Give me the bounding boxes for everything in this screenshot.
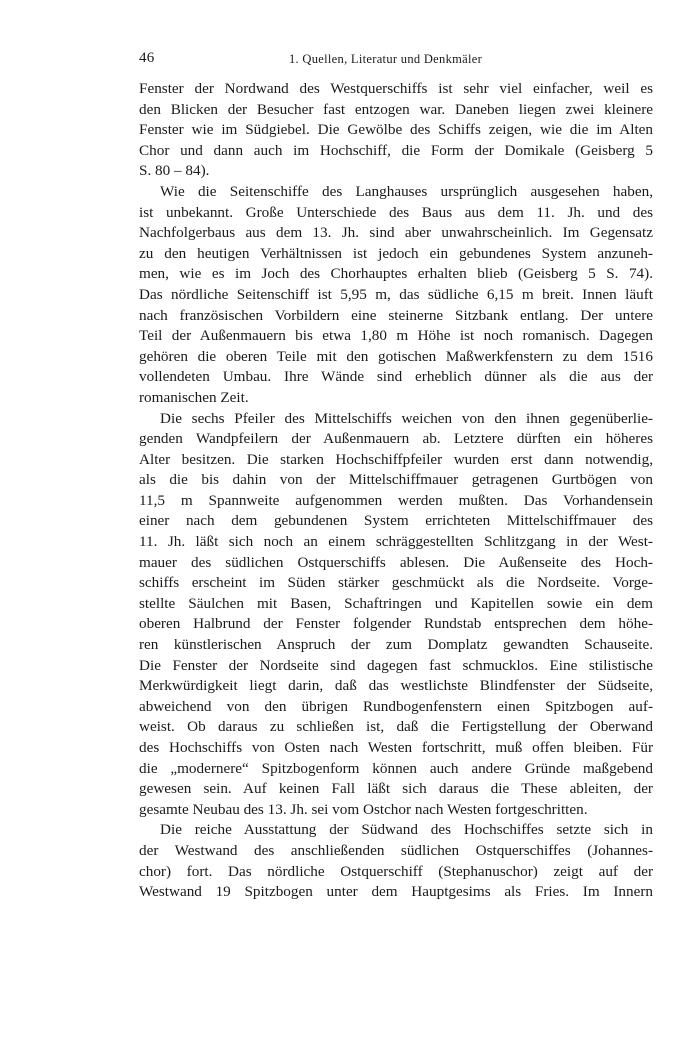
text-line: Fenster wie im Südgiebel. Die Gewölbe des Schiffs zeigen, wie die im Alten [139, 121, 653, 139]
text-line: genden Wandpfeilern der Außenmauern ab. Letztere dürften ein höheres [139, 430, 653, 448]
text-line: Merkwürdigkeit liegt darin, daß das westlichste Blindfenster der Südseite, [139, 677, 653, 695]
text-line: schiffs erscheint im Süden stärker geschmückt als die Nordseite. Vorge- [139, 574, 653, 592]
text-line: Westwand 19 Spitzbogen unter dem Hauptgesims als Fries. Im Innern [139, 883, 653, 901]
text-line: oberen Halbrund der Fenster folgender Rundstab entsprechen dem höhe- [139, 615, 653, 633]
body-text [139, 79, 653, 903]
text-line: Wie die Seitenschiffe des Langhauses ursprünglich ausgesehen haben, [160, 182, 653, 200]
text-line: gehören die oberen Teile mit den gotischen Maßwerkfenstern zu dem 1516 [139, 347, 653, 365]
text-line: die „modernere“ Spitzbogenform können auch andere Gründe maßgebend [139, 759, 653, 777]
text-line: zu den heutigen Verhältnissen ist jedoch ein gebundenes System anzuneh- [139, 244, 653, 262]
text-line: Die reiche Ausstattung der Südwand des Hochschiffes setzte sich in [160, 821, 653, 839]
text-line: mauer des südlichen Ostquerschiffs ablesen. Die Außenseite des Hoch- [139, 553, 653, 571]
text-line: Das nördliche Seitenschiff ist 5,95 m, das südliche 6,15 m breit. Innen läuft [139, 285, 653, 303]
running-head: 1. Quellen, Literatur und Denkmäler [289, 52, 483, 66]
paragraph [139, 820, 653, 902]
text-line: 11. Jh. läßt sich noch an einem schräggestellten Schlitzgang in der West- [139, 533, 653, 551]
text-line: S. 80 – 84). [139, 162, 210, 180]
text-line: des Hochschiffs von Osten nach Westen fortschritt, muß offen bleiben. Für [139, 739, 653, 756]
text-line: gewesen sein. Auf keinen Fall läßt sich daraus die These ableiten, der [139, 780, 653, 798]
text-line: gesamte Neubau des 13. Jh. sei vom Ostchor nach Westen fortgeschritten. [139, 800, 588, 818]
text-line: vollendeten Umbau. Ihre Wände sind erheblich dünner als die aus der [139, 368, 653, 386]
paragraph [139, 409, 653, 821]
text-line: romanischen Zeit. [139, 388, 249, 406]
text-line: men, wie es im Joch des Chorhauptes erhalten blieb (Geisberg 5 S. 74). [139, 265, 653, 283]
text-line: Chor und dann auch im Hochschiff, die Form der Domikale (Geisberg 5 [139, 141, 653, 159]
paragraph [139, 79, 653, 182]
text-line: abweichend von den übrigen Rundbogenfenstern einen Spitzbogen auf- [139, 697, 653, 715]
text-line: ist unbekannt. Große Unterschiede des Baus aus dem 11. Jh. und des [139, 203, 653, 221]
text-line: 11,5 m Spannweite aufgenommen werden mußten. Das Vorhandensein [139, 491, 653, 509]
text-line: Fenster der Nordwand des Westquerschiffs ist sehr viel einfacher, weil es [139, 80, 653, 97]
text-line: Die Fenster der Nordseite sind dagegen fast schmucklos. Eine stilistische [139, 656, 653, 674]
text-line: Die sechs Pfeiler des Mittelschiffs weichen von den ihnen gegenüberlie- [160, 409, 653, 427]
text-line: chor) fort. Das nördliche Ostquerschiff (Stephanuschor) zeigt auf der [139, 862, 653, 880]
text-line: den Blicken der Besucher fast entzogen war. Daneben liegen zwei kleinere [139, 100, 653, 118]
text-line: stellte Säulchen mit Basen, Schaftringen und Kapitellen sowie ein dem [139, 594, 653, 612]
page-header [139, 50, 653, 70]
text-line: ren künstlerischen Anspruch der zum Domplatz gewandten Schauseite. [139, 636, 653, 654]
paragraph [139, 182, 653, 409]
page-number: 46 [139, 50, 155, 66]
text-line: Nachfolgerbaus aus dem 13. Jh. sind aber unwahrscheinlich. Im Gegensatz [139, 224, 653, 242]
text-line: der Westwand des anschließenden südlichen Ostquerschiffes (Johannes- [139, 841, 653, 859]
text-line: weist. Ob daraus zu schließen ist, daß die Fertigstellung der Oberwand [139, 718, 653, 736]
text-line: Alter besitzen. Die starken Hochschiffpfeiler wurden erst dann notwendig, [139, 450, 653, 468]
text-line: als die bis dahin von der Mittelschiffmauer getragenen Gurtbögen von [139, 471, 653, 489]
text-line: einer nach dem gebundenen System errichteten Mittelschiffmauer des [139, 512, 653, 530]
text-line: Teil der Außenmauern bis etwa 1,80 m Höhe ist noch romanisch. Dagegen [139, 327, 653, 345]
text-line: nach französischen Vorbildern eine steinerne Sitzbank entlang. Der untere [139, 306, 653, 324]
